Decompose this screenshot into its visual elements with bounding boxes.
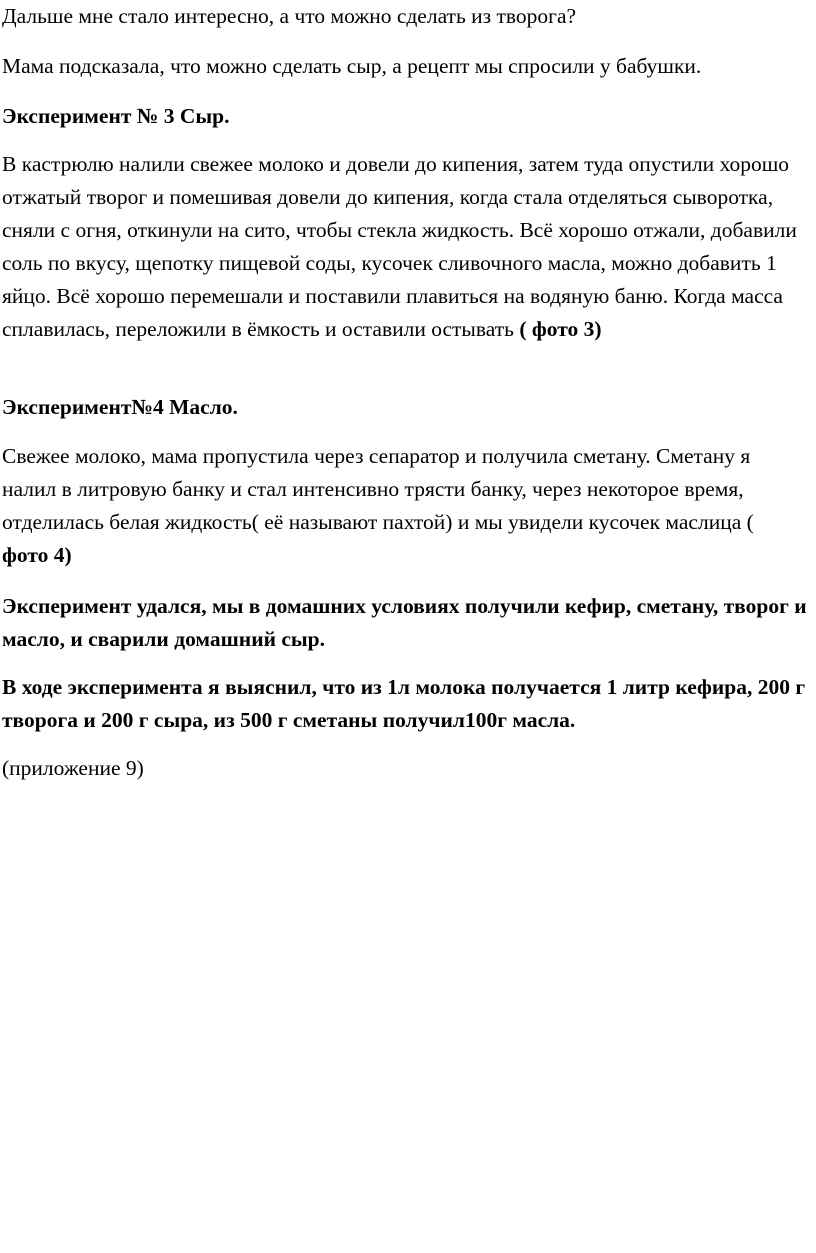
paragraph-conclusion: Эксперимент удался, мы в домашних условиях получили кефир, сметану, творог и масло, и сварили домашний сыр. xyxy=(2,594,807,651)
photo-3-reference: ( фото 3) xyxy=(519,317,602,341)
paragraph-results: В ходе эксперимента я выяснил, что из 1л молока получается 1 литр кефира, 200 г творога и 200 г сыра, из 500 г сметаны получил100г масла. xyxy=(2,675,806,732)
photo-4-reference: фото 4) xyxy=(2,543,72,567)
paragraph-cheese-recipe xyxy=(2,148,802,346)
paragraph-butter-recipe xyxy=(2,440,802,572)
paragraph-intro: Дальше мне стало интересно, а что можно сделать из творога? xyxy=(2,4,577,28)
cheese-recipe-text: В кастрюлю налили свежее молоко и довели до кипения, затем туда опустили хорошо отжатый творог и помешивая довели до кипения, когда стала отделяться сыворотка, сняли с огня, откинули на сито, чтобы стекла жидкость. Всё хорошо отжали, добавили соль по вкусу, щепотку пищевой соды, кусочек сливочного масла, можно добавить 1 яйцо. Всё хорошо перемешали и поставили плавиться на водяную баню. Когда масса сплавилась, переложили в ёмкость и оставили остывать xyxy=(2,152,797,341)
appendix-reference: (приложение 9) xyxy=(2,756,144,780)
butter-recipe-text: Свежее молоко, мама пропустила через сепаратор и получила сметану. Сметану я налил в литровую банку и стал интенсивно трясти банку, через некоторое время, отделилась белая жидкость( её называют пахтой) и мы увидели кусочек маслица ( xyxy=(2,444,754,534)
heading-experiment-4: Эксперимент№4 Масло. xyxy=(2,395,238,419)
paragraph-mom-advice: Мама подсказала, что можно сделать сыр, а рецепт мы спросили у бабушки. xyxy=(2,54,702,78)
heading-experiment-3: Эксперимент № 3 Сыр. xyxy=(2,104,230,128)
